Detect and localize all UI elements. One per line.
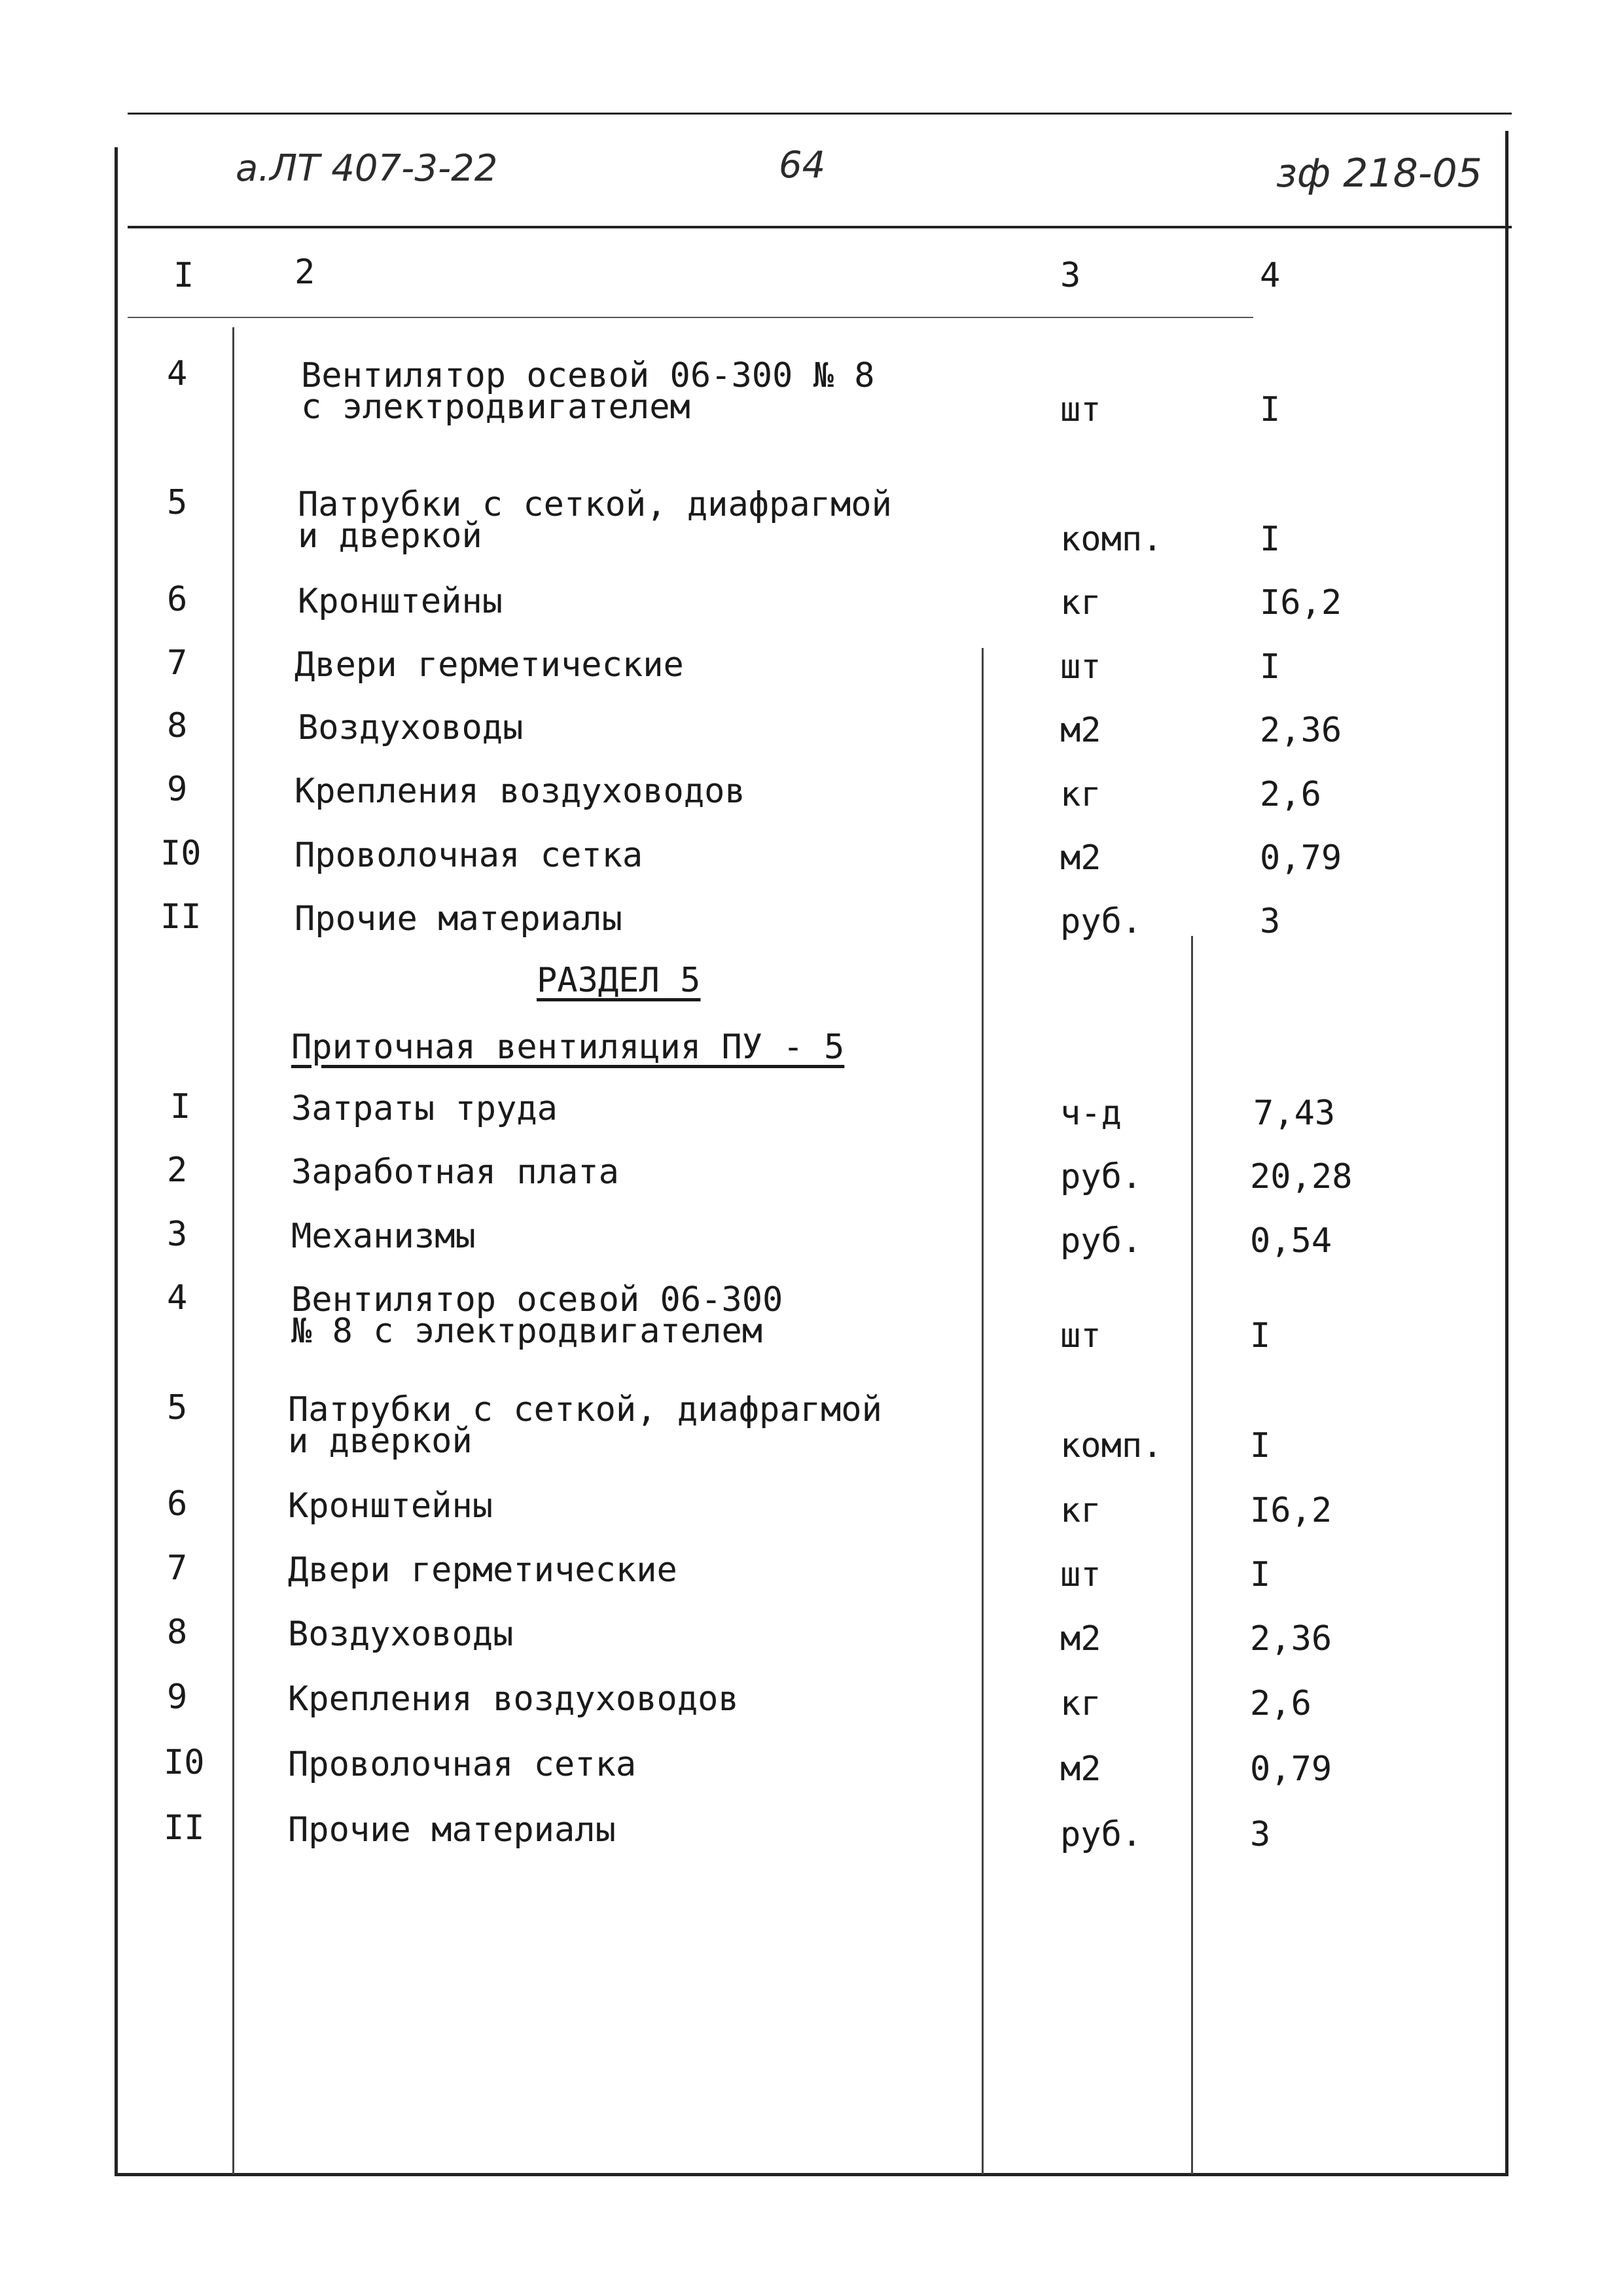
row-a1-unit: шт	[1060, 390, 1101, 429]
row-b7-qty: I	[1250, 1555, 1271, 1594]
row-b3-name: Механизмы	[291, 1217, 476, 1256]
row-b3-unit: руб.	[1060, 1221, 1143, 1261]
right-border	[1505, 131, 1508, 2176]
document-code: a.ЛТ 407-3-22	[236, 147, 498, 190]
row-a4-name: Двери герметические	[294, 645, 684, 685]
row-b3-num: 3	[167, 1215, 188, 1254]
row-a2-qty: I	[1260, 520, 1281, 559]
row-a5-qty: 2,36	[1260, 711, 1342, 750]
row-a2-num: 5	[167, 483, 188, 522]
row-b6-name: Кронштейны	[288, 1486, 493, 1526]
row-a3-qty: I6,2	[1260, 583, 1342, 622]
row-a3-unit: кг	[1060, 583, 1101, 622]
row-b2-qty: 20,28	[1250, 1157, 1353, 1196]
row-a8-qty: 3	[1260, 902, 1281, 941]
row-a1-name-line2: с электродвигателем	[301, 387, 690, 427]
row-a7-qty: 0,79	[1260, 838, 1342, 878]
column-header-divider	[128, 317, 1253, 318]
column-header-3: 3	[1060, 256, 1081, 295]
row-a6-unit: кг	[1060, 775, 1101, 814]
header-bottom-border	[128, 226, 1512, 228]
row-b10-num: I0	[164, 1743, 205, 1782]
row-b8-num: 8	[167, 1613, 188, 1652]
row-b7-name: Двери герметические	[288, 1551, 677, 1590]
row-b8-qty: 2,36	[1250, 1619, 1332, 1659]
row-a1-name-line1: Вентилятор осевой 06-300 № 8	[301, 356, 875, 395]
row-a8-unit: руб.	[1060, 902, 1143, 941]
row-b11-unit: руб.	[1060, 1815, 1143, 1854]
row-b8-unit: м2	[1060, 1619, 1101, 1659]
row-b6-qty: I6,2	[1250, 1491, 1332, 1530]
row-a2-name-line1: Патрубки с сеткой, диафрагмой	[298, 485, 892, 524]
row-b11-qty: 3	[1250, 1815, 1271, 1854]
row-a8-name: Прочие материалы	[294, 899, 622, 939]
column-divider-2	[982, 648, 984, 2174]
column-divider-1	[232, 327, 234, 2174]
row-a5-num: 8	[167, 706, 188, 745]
row-a3-num: 6	[167, 580, 188, 619]
row-a1-qty: I	[1260, 390, 1281, 429]
left-border	[115, 147, 118, 2176]
section-title: РАЗДЕЛ 5	[537, 961, 701, 1000]
row-a2-unit: комп.	[1060, 520, 1163, 559]
row-a2-name-line2: и дверкой	[298, 516, 482, 556]
column-header-1: I	[173, 256, 194, 295]
row-b4-name-line1: Вентилятор осевой 06-300	[291, 1280, 783, 1319]
row-a4-num: 7	[167, 643, 188, 683]
top-border	[128, 113, 1512, 115]
row-a7-unit: м2	[1060, 838, 1101, 878]
row-a5-unit: м2	[1060, 711, 1101, 750]
row-b1-num: I	[170, 1087, 191, 1126]
row-a6-num: 9	[167, 770, 188, 809]
row-b4-num: 4	[167, 1278, 188, 1318]
column-header-4: 4	[1260, 256, 1281, 295]
row-b3-qty: 0,54	[1250, 1221, 1332, 1261]
row-b2-name: Заработная плата	[291, 1153, 619, 1192]
row-a6-qty: 2,6	[1260, 775, 1321, 814]
row-a7-name: Проволочная сетка	[294, 836, 643, 875]
row-b5-num: 5	[167, 1388, 188, 1427]
row-b5-name-line2: и дверкой	[288, 1422, 473, 1461]
row-b5-qty: I	[1250, 1426, 1271, 1465]
row-b2-num: 2	[167, 1151, 188, 1190]
row-b10-qty: 0,79	[1250, 1749, 1332, 1789]
row-b8-name: Воздуховоды	[288, 1615, 514, 1654]
column-divider-3	[1191, 936, 1193, 2174]
bottom-border	[115, 2173, 1508, 2176]
row-b1-unit: ч-д	[1060, 1094, 1122, 1133]
row-a3-name: Кронштейны	[298, 582, 503, 621]
row-b4-unit: шт	[1060, 1316, 1101, 1355]
row-b7-unit: шт	[1060, 1555, 1101, 1594]
row-b11-name: Прочие материалы	[288, 1810, 616, 1850]
row-a1-num: 4	[167, 354, 188, 393]
row-b4-name-line2: № 8 с электродвигателем	[291, 1312, 763, 1351]
row-b9-name: Крепления воздуховодов	[288, 1679, 739, 1719]
row-b9-num: 9	[167, 1677, 188, 1717]
section-subtitle: Приточная вентиляция ПУ - 5	[291, 1028, 845, 1067]
row-a4-qty: I	[1260, 647, 1281, 687]
sheet-code: зф 218-05	[1276, 151, 1482, 196]
row-b2-unit: руб.	[1060, 1157, 1143, 1196]
row-b1-qty: 7,43	[1253, 1094, 1336, 1133]
row-b5-name-line1: Патрубки с сеткой, диафрагмой	[288, 1390, 882, 1429]
row-b4-qty: I	[1250, 1316, 1271, 1355]
row-b6-num: 6	[167, 1484, 188, 1524]
row-b6-unit: кг	[1060, 1491, 1101, 1530]
row-b10-unit: м2	[1060, 1749, 1101, 1789]
row-b11-num: II	[164, 1808, 205, 1848]
row-a5-name: Воздуховоды	[298, 708, 524, 747]
row-a7-num: I0	[160, 834, 202, 873]
row-b9-unit: кг	[1060, 1684, 1101, 1723]
column-header-2: 2	[294, 253, 315, 292]
row-a4-unit: шт	[1060, 647, 1101, 687]
row-b1-name: Затраты труда	[291, 1089, 558, 1128]
row-a8-num: II	[160, 897, 202, 937]
row-b9-qty: 2,6	[1250, 1684, 1311, 1723]
row-a6-name: Крепления воздуховодов	[294, 772, 745, 811]
row-b7-num: 7	[167, 1549, 188, 1588]
row-b5-unit: комп.	[1060, 1426, 1163, 1465]
row-b10-name: Проволочная сетка	[288, 1745, 637, 1784]
page-number: 64	[779, 144, 826, 187]
